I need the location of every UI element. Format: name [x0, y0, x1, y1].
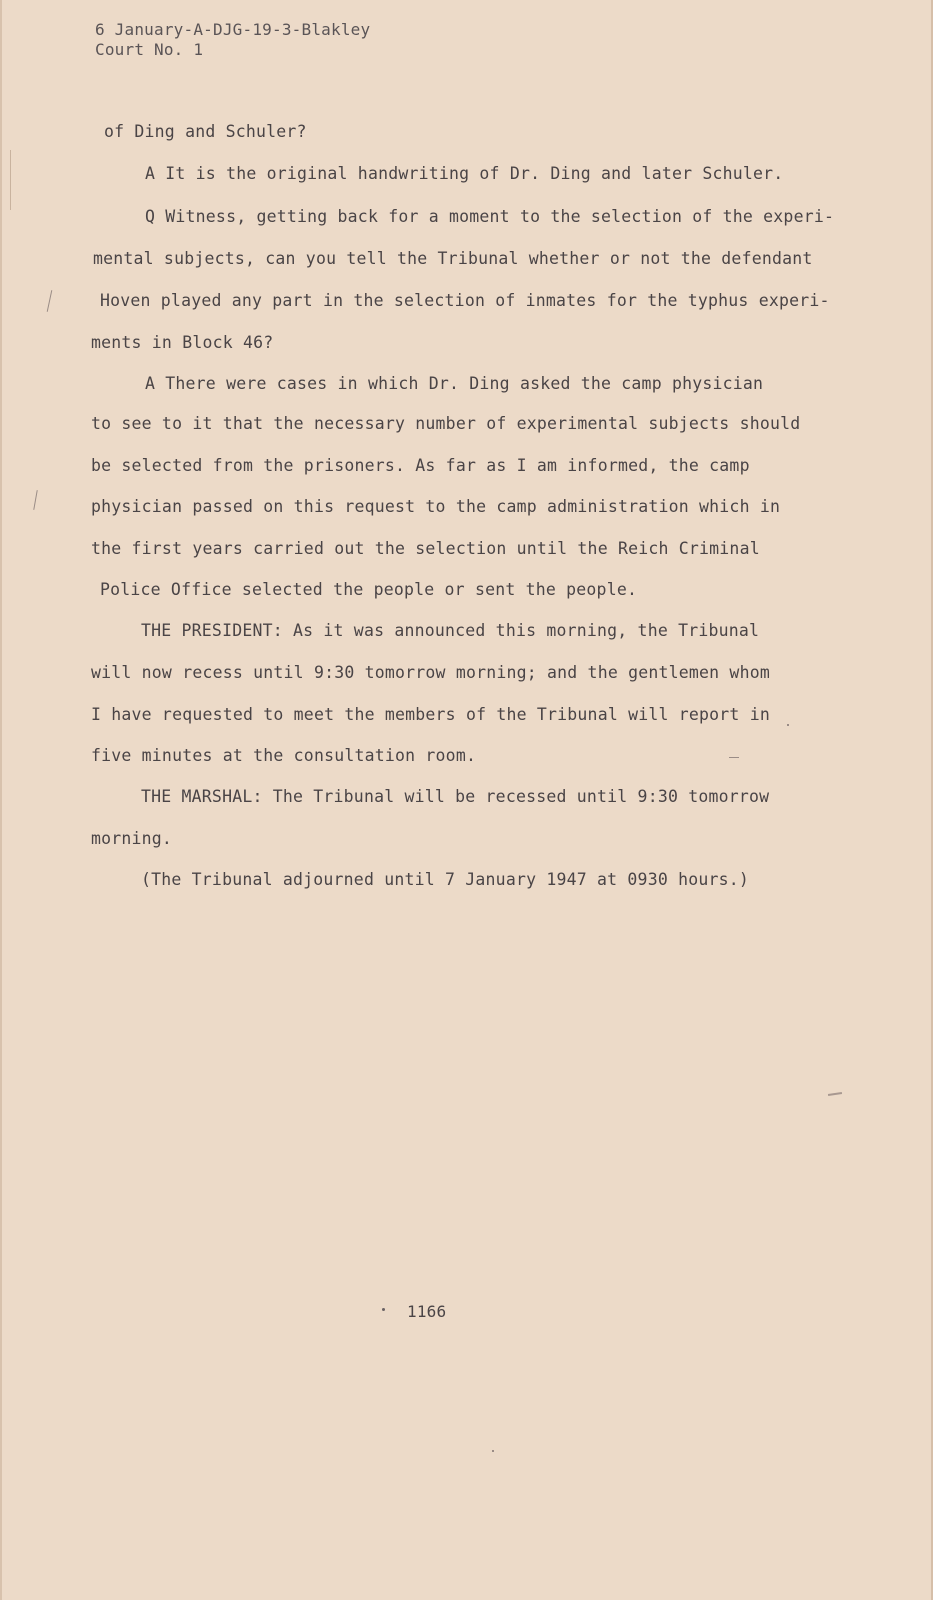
header-court: Court No. 1 [95, 40, 204, 59]
transcript-line: be selected from the prisoners. As far as I am informed, the camp [91, 456, 750, 475]
transcript-line: ments in Block 46? [91, 333, 274, 352]
paper-speck [729, 757, 739, 758]
transcript-line: I have requested to meet the members of the Tribunal will report in [91, 705, 770, 724]
page-number: 1166 [407, 1302, 447, 1321]
header-reference: 6 January-A-DJG-19-3-Blakley [95, 20, 371, 39]
paper-speck [492, 1450, 494, 1452]
paper-speck [33, 490, 37, 510]
transcript-line: (The Tribunal adjourned until 7 January 1947 at 0930 hours.) [141, 870, 750, 889]
paper-edge-mark [10, 150, 11, 210]
transcript-line: Hoven played any part in the selection of inmates for the typhus experi- [100, 291, 830, 310]
transcript-line: will now recess until 9:30 tomorrow morning; and the gentlemen whom [91, 663, 770, 682]
transcript-line: Police Office selected the people or sent the people. [100, 580, 638, 599]
transcript-line: to see to it that the necessary number of experimental subjects should [91, 414, 801, 433]
transcript-line: THE PRESIDENT: As it was announced this morning, the Tribunal [141, 621, 760, 640]
transcript-line: Q Witness, getting back for a moment to the selection of the experi- [145, 207, 835, 226]
page-number-mark [382, 1308, 385, 1311]
transcript-line: THE MARSHAL: The Tribunal will be recessed until 9:30 tomorrow [141, 787, 770, 806]
transcript-line: mental subjects, can you tell the Tribunal whether or not the defendant [93, 249, 813, 268]
transcript-line: physician passed on this request to the camp administration which in [91, 497, 781, 516]
transcript-line: A There were cases in which Dr. Ding asked the camp physician [145, 374, 764, 393]
paper-speck [828, 1092, 842, 1096]
transcript-line: A It is the original handwriting of Dr. Ding and later Schuler. [145, 164, 784, 183]
transcript-line: morning. [91, 829, 173, 848]
paper-speck [47, 290, 53, 312]
transcript-line: of Ding and Schuler? [104, 122, 307, 141]
paper-speck [787, 724, 789, 726]
transcript-line: five minutes at the consultation room. [91, 746, 477, 765]
transcript-line: the first years carried out the selection until the Reich Criminal [91, 539, 760, 558]
